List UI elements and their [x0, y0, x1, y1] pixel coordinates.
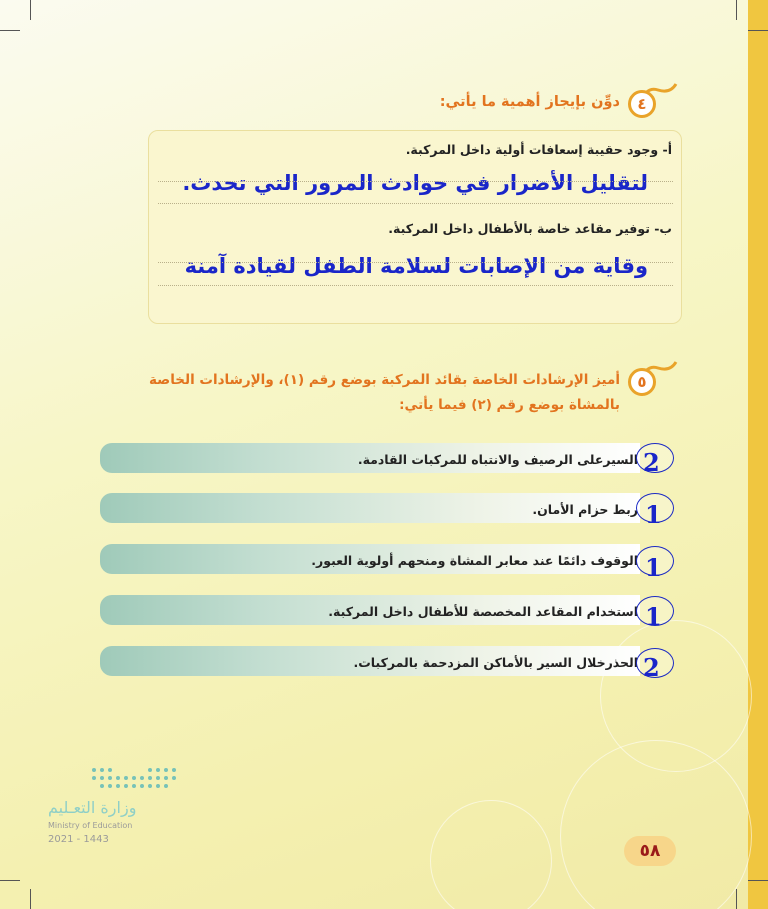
statement-text: السيرعلى الرصيف والانتباه للمركبات القادمة.: [357, 452, 638, 467]
decorative-flower: [560, 740, 752, 909]
answer-b[interactable]: وقاية من الإصابات لسلامة الطفل لقيادة آمنة: [184, 254, 648, 278]
question-a: أ- وجود حقيبة إسعافات أولية داخل المركبة.: [405, 142, 672, 157]
answer-mark: 2: [643, 653, 660, 682]
crop-mark: [748, 880, 768, 881]
answer-line: [158, 203, 673, 204]
page-edge-band: [748, 0, 768, 909]
crop-mark: [736, 889, 737, 909]
crop-mark: [30, 889, 31, 909]
answer-line: [158, 285, 673, 286]
crop-mark: [30, 0, 31, 20]
statement-text: الوقوف دائمًا عند معابر المشاة ومنحهم أولوية العبور.: [311, 553, 638, 568]
answer-mark: 1: [645, 500, 662, 529]
section-5-title-line1: أميز الإرشادات الخاصة بقائد المركبة بوضع رقم (١)، والإرشادات الخاصة: [148, 372, 620, 388]
statement-text: استخدام المقاعد المخصصة للأطفال داخل المركبة.: [328, 604, 638, 619]
crop-mark: [0, 880, 20, 881]
ministry-logo-icon: [90, 766, 178, 790]
question-b: ب- توفير مقاعد خاصة بالأطفال داخل المركبة.: [388, 221, 672, 236]
section-5-title-line2: بالمشاة بوضع رقم (٢) فيما يأتي:: [399, 397, 620, 413]
section-4-title: دوِّن بإيجاز أهمية ما يأتي:: [439, 94, 620, 110]
edition-year: 2021 - 1443: [48, 834, 109, 845]
page-number: ٥٨: [624, 836, 676, 866]
ministry-name-arabic: وزارة التعـليم: [48, 798, 137, 817]
section-5-badge: ٥: [628, 368, 656, 396]
crop-mark: [748, 30, 768, 31]
answer-mark: 2: [643, 448, 660, 477]
answer-mark: 1: [645, 602, 662, 631]
decorative-flower: [430, 800, 552, 909]
statement-text: الحذرخلال السير بالأماكن المزدحمة بالمركبات.: [353, 655, 638, 670]
section-4-badge: ٤: [628, 90, 656, 118]
ministry-name-english: Ministry of Education: [48, 821, 133, 830]
answer-line: [158, 262, 673, 263]
answer-line: [158, 181, 673, 182]
crop-mark: [736, 0, 737, 20]
crop-mark: [0, 30, 20, 31]
answer-mark: 1: [645, 553, 662, 582]
statement-text: ربط حزام الأمان.: [532, 502, 638, 517]
answer-a[interactable]: لتقليل الأضرار في حوادث المرور التي تحدث.: [182, 171, 648, 195]
